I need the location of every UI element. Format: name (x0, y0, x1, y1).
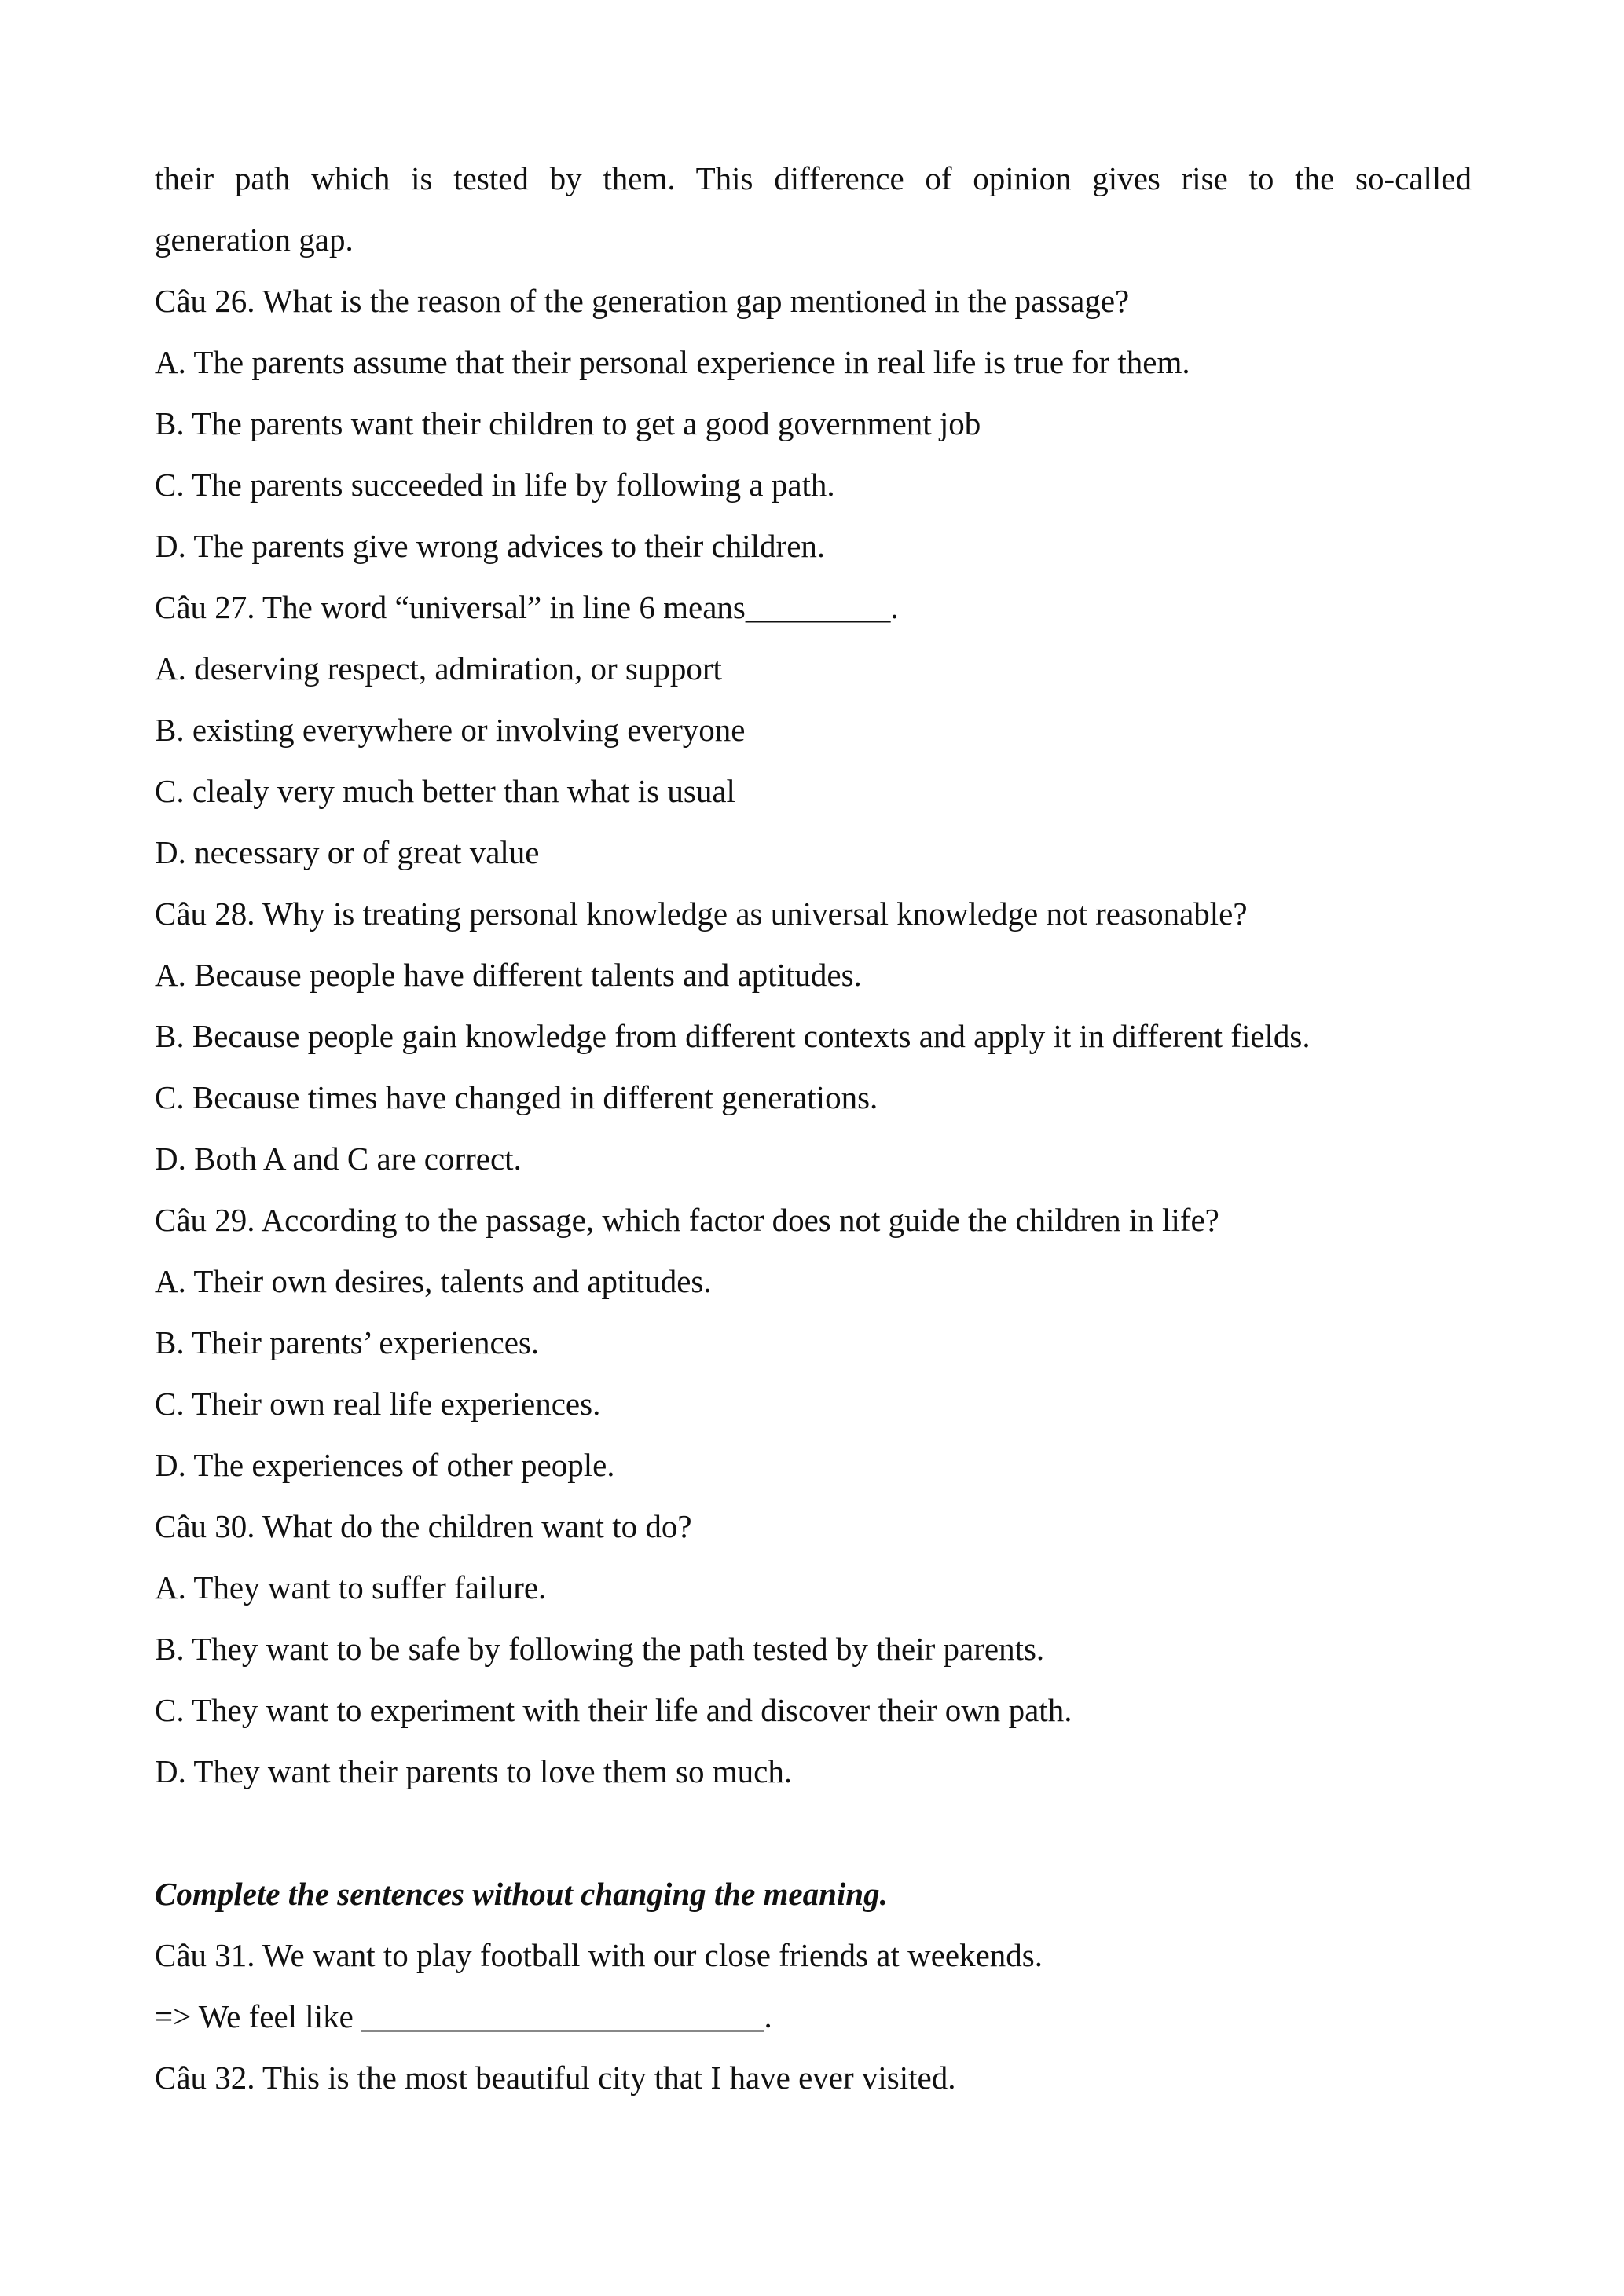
option-30-b: B. They want to be safe by following the path tested by their parents. (155, 1631, 1045, 1667)
option-29-a: A. Their own desires, talents and aptitudes. (155, 1263, 712, 1299)
answer-line-31: => We feel like _________________________. (155, 1998, 772, 2034)
option-27-a: A. deserving respect, admiration, or support (155, 650, 722, 687)
question-stem-27: Câu 27. The word “universal” in line 6 means_________. (155, 589, 899, 625)
option-29-b: B. Their parents’ experiences. (155, 1324, 540, 1360)
question-stem-29: Câu 29. According to the passage, which factor does not guide the children in life? (155, 1202, 1219, 1238)
option-27-d: D. necessary or of great value (155, 834, 540, 870)
option-26-d: D. The parents give wrong advices to their children. (155, 528, 826, 564)
document-page (155, 148, 1472, 2108)
option-29-c: C. Their own real life experiences. (155, 1386, 601, 1422)
section-spacer (155, 1802, 1472, 1863)
question-stem-30: Câu 30. What do the children want to do? (155, 1508, 692, 1544)
question-stem-31: Câu 31. We want to play football with our close friends at weekends. (155, 1937, 1043, 1973)
option-27-b: B. existing everywhere or involving everyone (155, 712, 746, 748)
passage-line: generation gap. (155, 222, 354, 258)
option-28-d: D. Both A and C are correct. (155, 1141, 522, 1177)
option-26-b: B. The parents want their children to get a good government job (155, 405, 981, 441)
option-30-d: D. They want their parents to love them so much. (155, 1753, 793, 1789)
question-stem-32: Câu 32. This is the most beautiful city that I have ever visited. (155, 2060, 956, 2096)
option-28-a: A. Because people have different talents and aptitudes. (155, 957, 862, 993)
option-28-b: B. Because people gain knowledge from different contexts and apply it in different fields. (155, 1018, 1311, 1054)
option-30-a: A. They want to suffer failure. (155, 1569, 547, 1606)
question-stem-26: Câu 26. What is the reason of the generation gap mentioned in the passage? (155, 283, 1130, 319)
section-heading: Complete the sentences without changing the meaning. (155, 1876, 888, 1912)
question-stem-28: Câu 28. Why is treating personal knowledge as universal knowledge not reasonable? (155, 895, 1248, 932)
option-26-a: A. The parents assume that their personal experience in real life is true for them. (155, 344, 1190, 380)
option-29-d: D. The experiences of other people. (155, 1447, 615, 1483)
passage-line: their path which is tested by them. This difference of opinion gives rise to the so-called (155, 160, 1472, 196)
option-26-c: C. The parents succeeded in life by following a path. (155, 467, 835, 503)
option-30-c: C. They want to experiment with their life and discover their own path. (155, 1692, 1072, 1728)
option-28-c: C. Because times have changed in different generations. (155, 1079, 878, 1115)
option-27-c: C. clealy very much better than what is usual (155, 773, 735, 809)
